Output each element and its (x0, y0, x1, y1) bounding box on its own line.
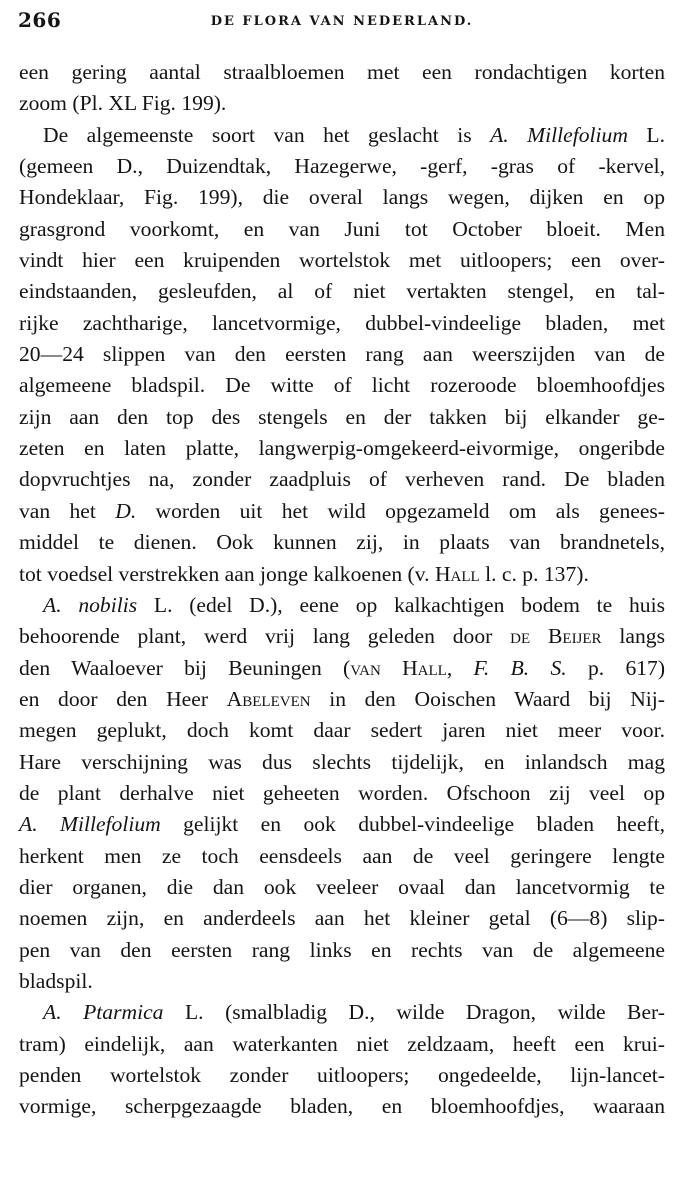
text-segment: penden wortelstok zonder uitloopers; ongedeelde, lijn-lancet- (19, 1063, 665, 1087)
italic-text: A. nobilis (43, 592, 138, 617)
text-segment: Hondeklaar, Fig. 199), die overal langs wegen, dijken en op (19, 185, 665, 210)
text-segment: den Waaloever bij Beuningen ( (19, 655, 351, 680)
text-line (19, 621, 665, 652)
italic-text: A. Millefolium (19, 812, 161, 837)
text-line (19, 715, 665, 746)
italic-text: A. Millefolium (490, 122, 628, 147)
text-segment: van het (19, 498, 116, 523)
text-segment: vindt hier een kruipenden wortelstok met uitloopers; een over- (19, 248, 665, 273)
text-line (19, 1029, 665, 1060)
text-line (19, 747, 665, 778)
italic-text: A. Ptarmica (43, 1000, 164, 1025)
text-segment: herkent men ze toch eensdeels aan de veel geringere lengte (19, 843, 665, 868)
small-caps-name: van Hall (350, 655, 447, 680)
page-number: 266 (18, 8, 62, 32)
text-segment: L. (edel D.), eene op kalkachtigen bodem te huis (137, 592, 666, 617)
italic-text: F. B. S. (473, 655, 567, 680)
text-line (19, 308, 665, 339)
text-segment: tram) eindelijk, aan waterkanten niet zeldzaam, heeft een krui- (19, 1031, 665, 1056)
text-line (19, 88, 665, 119)
text-segment: megen geplukt, doch komt daar sedert jaren niet meer voor. (19, 718, 665, 743)
text-line (19, 57, 665, 88)
text-segment: grasgrond voorkomt, en van Juni tot October bloeit. Men (19, 216, 665, 241)
text-line (19, 370, 665, 401)
text-line (19, 496, 665, 527)
text-line (19, 245, 665, 276)
text-segment: zoom (Pl. XL Fig. 199). (19, 91, 227, 116)
text-segment: behoorende plant, werd vrij lang geleden door (19, 624, 511, 649)
text-line (19, 214, 665, 245)
text-segment: en door den Heer (19, 686, 227, 711)
text-segment: noemen zijn, en anderdeels aan het kleiner getal (6—8) slip- (19, 906, 665, 931)
text-line (19, 841, 665, 872)
text-line (19, 966, 665, 997)
text-line (19, 151, 665, 182)
text-segment: rijke zachtharige, lancetvormige, dubbel-vindeelige bladen, met (19, 310, 665, 335)
text-line (19, 527, 665, 558)
text-line (19, 120, 665, 151)
text-segment: L. (smalbladig D., wilde Dragon, wilde Ber- (163, 1000, 665, 1025)
text-line (19, 809, 665, 840)
text-segment: zijn aan den top des stengels en der takken bij elkander ge- (19, 404, 665, 429)
text-line (19, 559, 665, 590)
text-line (19, 778, 665, 809)
text-line (19, 339, 665, 370)
small-caps-name: de Beijer (510, 624, 602, 649)
italic-text: D. (115, 498, 137, 523)
text-segment: in den Ooischen Waard bij Nij- (310, 686, 665, 711)
text-line (19, 433, 665, 464)
text-segment: algemeene bladspil. De witte of licht rozeroode bloemhoofdjes (19, 373, 665, 398)
text-segment: dopvruchtjes na, zonder zaadpluis of verheven rand. De bladen (19, 467, 665, 492)
text-segment: Hare verschijning was dus slechts tijdelijk, en inlandsch mag (19, 749, 665, 774)
text-segment: gelijkt en ook dubbel-vindeelige bladen heeft, (160, 812, 665, 837)
running-title: DE FLORA VAN NEDERLAND. (210, 14, 474, 29)
text-segment: eindstaanden, gesleufden, al of niet vertakten stengel, en tal- (19, 279, 665, 304)
text-line (19, 997, 665, 1028)
text-line (19, 684, 665, 715)
text-line (19, 1060, 665, 1091)
text-line (19, 276, 665, 307)
text-line (19, 464, 665, 495)
text-line (19, 1091, 665, 1122)
text-line (19, 590, 665, 621)
text-segment: worden uit het wild opgezameld om als genees- (136, 498, 665, 523)
small-caps-name: Hall (434, 561, 480, 586)
text-line (19, 872, 665, 903)
text-segment: zeten en laten platte, langwerpig-omgekeerd-eivormige, ongeribde (19, 436, 665, 461)
body-text (19, 57, 665, 1123)
text-segment: vormige, scherpgezaagde bladen, en bloemhoofdjes, waaraan (19, 1094, 665, 1119)
text-segment: bladspil. (19, 968, 93, 993)
text-segment: (gemeen D., Duizendtak, Hazegerwe, -gerf, -gras of -kervel, (19, 154, 665, 179)
text-segment: tot voedsel verstrekken aan jonge kalkoenen (v. (19, 561, 435, 586)
text-segment: een gering aantal straalbloemen met een rondachtigen korten (19, 60, 665, 84)
text-segment: L. (627, 122, 665, 147)
text-segment: middel te dienen. Ook kunnen zij, in plaats van brandnetels, (19, 530, 665, 555)
text-segment: dier organen, die dan ook veeleer ovaal dan lancetvormig te (19, 874, 665, 899)
small-caps-name: Abeleven (226, 686, 311, 711)
text-segment: l. c. p. 137). (479, 561, 589, 586)
text-line (19, 402, 665, 433)
text-segment: , (446, 655, 474, 680)
text-line (19, 935, 665, 966)
text-segment: De algemeenste soort van het geslacht is (43, 122, 491, 147)
text-segment: pen van den eersten rang links en rechts van de algemeene (19, 937, 665, 962)
running-head (18, 6, 666, 36)
text-line (19, 903, 665, 934)
text-segment: de plant derhalve niet geheeten worden. Ofschoon zij veel op (19, 780, 665, 805)
text-segment: 20—24 slippen van den eersten rang aan weerszijden van de (19, 342, 665, 367)
text-segment: p. 617) (566, 655, 666, 680)
text-line (19, 653, 665, 684)
text-line (19, 182, 665, 213)
text-segment: langs (601, 624, 665, 649)
